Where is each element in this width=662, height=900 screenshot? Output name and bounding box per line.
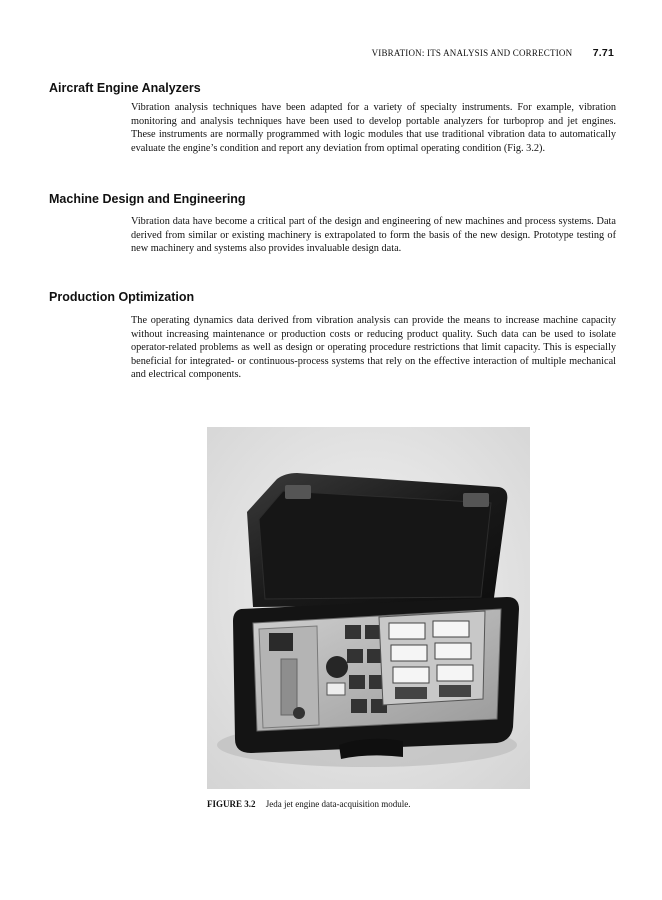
running-title: VIBRATION: ITS ANALYSIS AND CORRECTION	[371, 48, 573, 58]
section-heading-machine-design: Machine Design and Engineering	[49, 192, 246, 206]
figure-photo-data-acquisition-module	[207, 427, 530, 789]
section-heading-production-optimization: Production Optimization	[49, 290, 195, 304]
section-heading-aircraft-engine-analyzers: Aircraft Engine Analyzers	[49, 81, 201, 95]
figure-label: FIGURE 3.2	[207, 799, 256, 809]
page-number: 7.71	[592, 47, 614, 59]
section-paragraph-aircraft-engine-analyzers: Vibration analysis techniques have been adapted for a variety of specialty instruments. For example, vibration monitoring and analysis techniques have been used to develop portable analyzers for turboprop and jet engines. These instruments are normally programmed with logic modules that use traditional vibration data to automatically evaluate the engine’s condition and report any deviation from optimal operating condition (Fig. 3.2).	[131, 102, 616, 154]
figure-caption	[207, 799, 410, 809]
figure-caption-text: Jeda jet engine data-acquisition module.	[265, 799, 411, 809]
section-paragraph-production-optimization: The operating dynamics data derived from vibration analysis can provide the means to increase machine capacity without increasing maintenance or production costs or reducing product quality. Such data can be used to isolate operator-related problems as well as design or operating procedure restrictions that limit capacity. This is especially beneficial for integrated- or continuous-process systems that rely on the effective interaction of multiple mechanical and electrical components.	[131, 315, 616, 381]
section-paragraph-machine-design: Vibration data have become a critical part of the design and engineering of new machines and process systems. Data derived from similar or existing machinery is extrapolated to form the basis of the new design. Prototype testing of new machinery and systems also provides invaluable design data.	[131, 216, 616, 255]
running-head	[372, 47, 614, 59]
